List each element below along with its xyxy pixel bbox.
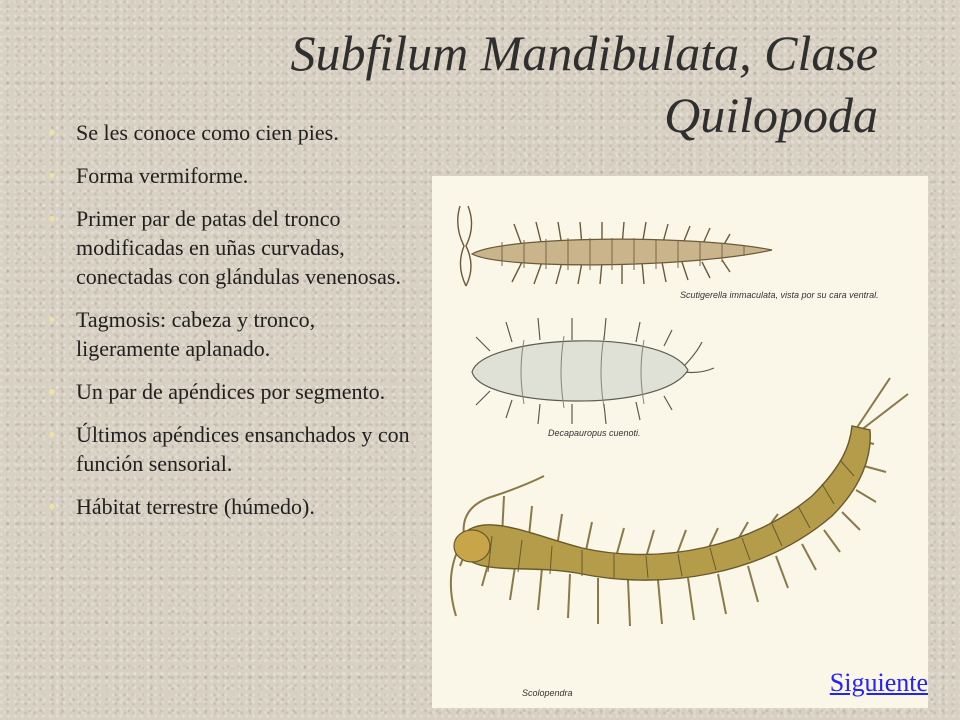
slide-title: Subfilum Mandibulata, Clase Quilopoda (290, 25, 878, 143)
bullet-text: Se les conoce como cien pies. (76, 120, 339, 145)
bullet-icon: • (48, 120, 56, 145)
scutigerella-drawing (458, 206, 772, 286)
decapauropus-drawing (472, 318, 714, 424)
bullet-list (48, 118, 420, 535)
bullet-icon: • (48, 422, 56, 447)
bullet-icon: • (48, 206, 56, 231)
bullet-icon: • (48, 494, 56, 519)
bullet-item (48, 161, 420, 190)
myriapod-illustration (432, 176, 928, 708)
bullet-icon: • (48, 163, 56, 188)
bullet-icon: • (48, 307, 56, 332)
illustration-drawing (432, 176, 928, 708)
next-slide-link[interactable]: Siguiente (829, 668, 928, 697)
bullet-item (48, 204, 420, 291)
bullet-icon: • (48, 379, 56, 404)
bullet-text: Últimos apéndices ensanchados y con función sensorial. (76, 422, 410, 476)
bullet-item (48, 377, 420, 406)
caption-scutigerella: Scutigerella immaculata, vista por su cara ventral. (680, 290, 879, 300)
caption-scolopendra: Scolopendra (522, 688, 573, 698)
bullet-text: Tagmosis: cabeza y tronco, ligeramente aplanado. (76, 307, 316, 361)
bullet-text: Hábitat terrestre (húmedo). (76, 494, 315, 519)
bullet-item (48, 420, 420, 478)
bullet-text: Primer par de patas del tronco modificadas en uñas curvadas, conectadas con glándulas venenosas. (76, 206, 401, 289)
bullet-item (48, 118, 420, 147)
caption-decapauropus: Decapauropus cuenoti. (548, 428, 641, 438)
bullet-text: Un par de apéndices por segmento. (76, 379, 386, 404)
bullet-item (48, 305, 420, 363)
bullet-item (48, 492, 420, 521)
bullet-text: Forma vermiforme. (76, 163, 249, 188)
scolopendra-drawing (451, 378, 908, 626)
